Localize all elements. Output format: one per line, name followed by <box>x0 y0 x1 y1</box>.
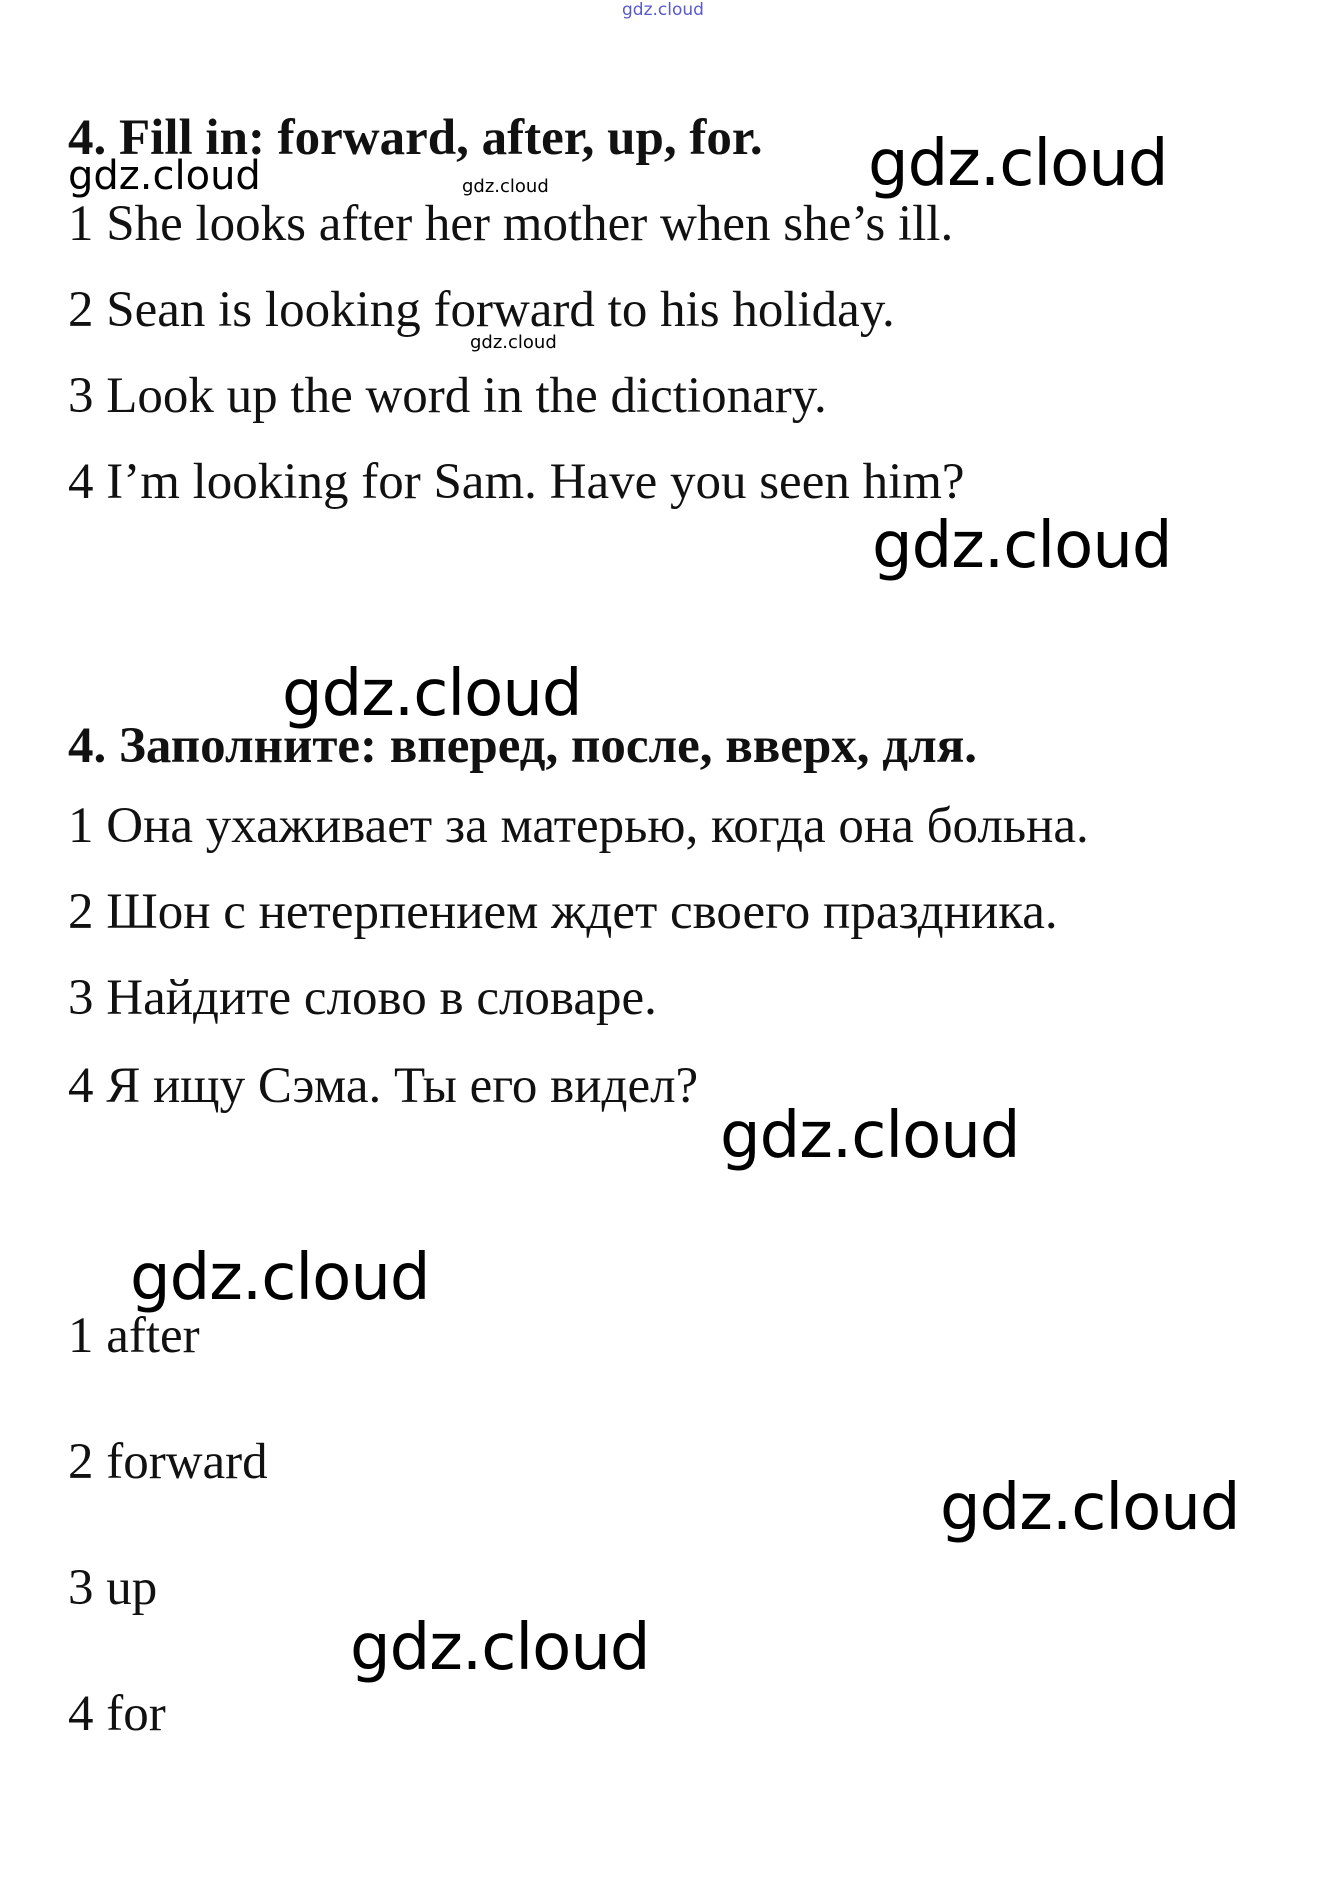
answer-4: 4 for <box>68 1686 166 1742</box>
watermark-english-left: gdz.cloud <box>68 153 261 199</box>
english-sentence-4: 4 I’m looking for Sam. Have you seen him? <box>68 454 965 510</box>
watermark-russian-bottom: gdz.cloud <box>720 1099 1020 1173</box>
russian-sentence-2: 2 Шон с нетерпением ждет своего праздника. <box>68 884 1058 940</box>
answer-1: 1 after <box>68 1308 200 1364</box>
russian-heading: 4. Заполните: вперед, после, вверх, для. <box>68 718 978 774</box>
watermark-answers-middle: gdz.cloud <box>350 1611 650 1685</box>
watermark-english-bottom: gdz.cloud <box>872 509 1172 583</box>
answer-2: 2 forward <box>68 1434 268 1490</box>
watermark-english-small-2: gdz.cloud <box>470 332 557 353</box>
russian-sentence-3: 3 Найдите слово в словаре. <box>68 970 657 1026</box>
english-sentence-2: 2 Sean is looking forward to his holiday. <box>68 282 895 338</box>
english-sentence-1: 1 She looks after her mother when she’s ill. <box>68 196 954 252</box>
watermark-top: gdz.cloud <box>622 0 704 20</box>
watermark-english-right: gdz.cloud <box>868 127 1168 201</box>
watermark-russian-top: gdz.cloud <box>282 657 582 731</box>
watermark-answers-right: gdz.cloud <box>940 1471 1240 1545</box>
english-sentence-3: 3 Look up the word in the dictionary. <box>68 368 827 424</box>
russian-sentence-1: 1 Она ухаживает за матерью, когда она больна. <box>68 798 1089 854</box>
russian-sentence-4: 4 Я ищу Сэма. Ты его видел? <box>68 1058 699 1114</box>
watermark-english-small: gdz.cloud <box>462 176 549 197</box>
watermark-answers-top: gdz.cloud <box>130 1241 430 1315</box>
answer-3: 3 up <box>68 1560 158 1616</box>
english-heading: 4. Fill in: forward, after, up, for. <box>68 110 763 166</box>
